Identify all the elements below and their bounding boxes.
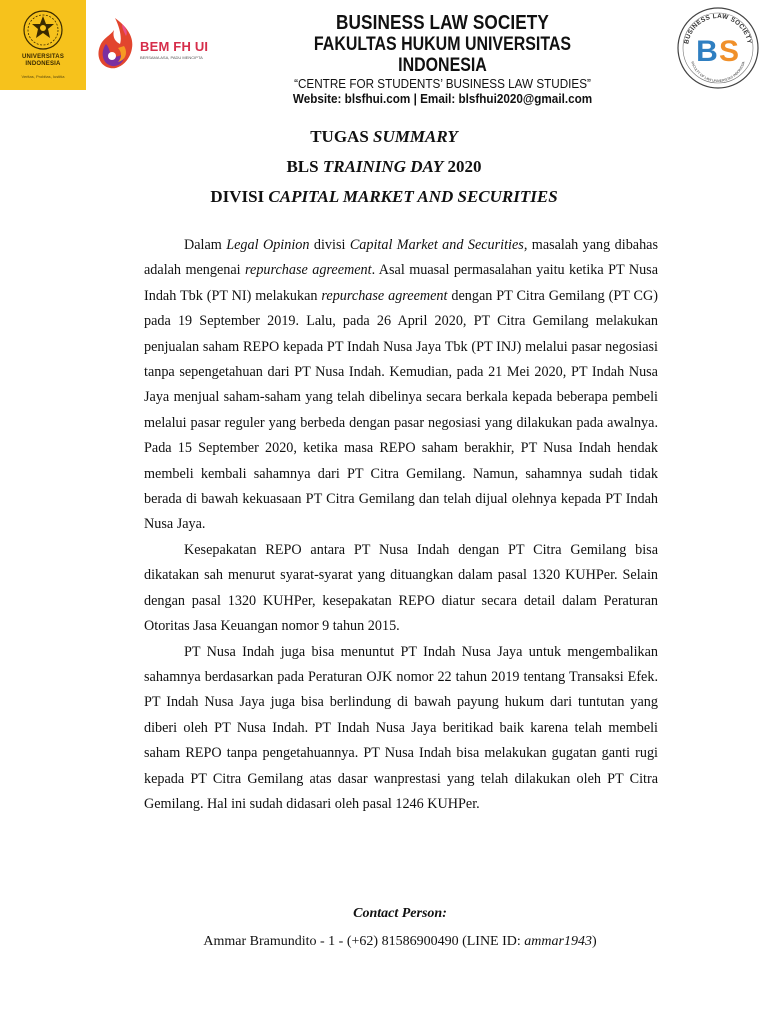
contact-details: Ammar Bramundito - 1 - (+62) 81586900490 (LINE ID: ammar1943) (203, 934, 597, 949)
paragraph-1: Dalam Legal Opinion divisi Capital Market and Securities, masalah yang dibahas adalah mengenai repurchase agreement. Asal muasal permasalahan yaitu ketika PT Nusa Indah Tbk (PT NI) melakukan repurchase agreement dengan PT Citra Gemilang (PT CG) pada 19 September 2019. Lalu, pada 26 April 2020, PT Citra Gemilang melakukan penjualan saham REPO kepada PT Indah Nusa Jaya Tbk (PT INJ) melalui pasar negosiasi tanpa sepengetahuan dari PT Nusa Indah. Kemudian, pada 21 Mei 2020, PT Indah Nusa Jaya menjual saham-saham yang telah dibelinya secara berkala kepada beberapa pembeli melalui pasar reguler yang berbeda dengan pasar negosiasi yang dilakukan pada awalnya. Pada 15 September 2020, ketika masa REPO saham berakhir, PT Nusa Indah hendak membeli kembali sahamnya dari PT Citra Gemilang. Namun, sahamnya sudah tidak berada di bawah kekuasaan PT Citra Gemilang dan telah dijual olehnya kepada PT Indah Nusa Jaya. (144, 237, 659, 533)
email-label: Email: (420, 91, 459, 106)
seal-bottom-text: FACULTY OF LAW UNIVERSITAS INDONESIA (690, 60, 746, 84)
faculty-name: FAKULTAS HUKUM UNIVERSITAS INDONESIA (313, 34, 572, 76)
title-line-2: BLS TRAINING DAY 2020 (286, 157, 482, 176)
document-title (0, 122, 768, 212)
contact-title: Contact Person: (353, 906, 447, 921)
university-tagline: Veritas, Probitas, Iustitia (21, 74, 65, 79)
separator: | (410, 91, 421, 106)
organization-title: BUSINESS LAW SOCIETY (336, 12, 549, 34)
seal-monogram-s: S (718, 35, 740, 68)
paragraph-2: Kesepakatan REPO antara PT Nusa Indah dengan PT Citra Gemilang bisa dikatakan sah menurut syarat-syarat yang dituangkan dalam pasal 1320 KUHPer. Selain dengan pasal 1320 KUHPer, kesepakatan REPO diatur secara detail dalam Peraturan Otoritas Jasa Keuangan nomor 9 tahun 2015. (144, 541, 658, 635)
website-link[interactable]: blsfhui.com (344, 91, 411, 106)
email-link[interactable]: blsfhui2020@gmail.com (458, 91, 593, 106)
bem-tagline: BERSAMA ASA, PADU MENCIPTA (140, 55, 203, 60)
seal-monogram-b: B (696, 35, 718, 68)
university-name: UNIVERSITAS INDONESIA (21, 54, 65, 67)
contact-info-line (287, 91, 598, 107)
contact-person (0, 903, 768, 955)
website-label: Website: (292, 91, 345, 106)
summary-body (144, 233, 658, 817)
makara-emblem-icon (22, 8, 64, 52)
business-law-society-seal (676, 6, 760, 90)
organization-motto: “CENTRE FOR STUDENTS’ BUSINESS LAW STUDIES” (294, 76, 591, 91)
title-line-1: TUGAS SUMMARY (310, 127, 458, 146)
title-line-3: DIVISI CAPITAL MARKET AND SECURITIES (210, 187, 558, 206)
seal-top-text: BUSINESS LAW SOCIETY (683, 12, 753, 45)
universitas-indonesia-logo (0, 0, 86, 90)
bem-fh-ui-logo-icon (92, 14, 138, 74)
line-id: ammar1943 (524, 934, 592, 949)
bem-name: BEM FH UI (140, 39, 209, 54)
paragraph-3: PT Nusa Indah juga bisa menuntut PT Indah Nusa Jaya untuk mengembalikan sahamnya berdasarkan pada Peraturan OJK nomor 22 tahun 2019 tentang Transaksi Efek. PT Indah Nusa Jaya juga bisa berlindung di bawah payung hukum dari tuntutan yang diberi oleh PT Nusa Indah. PT Indah Nusa Jaya beritikad baik karena telah membeli saham REPO tanpa pengetahuannya. PT Nusa Indah bisa melakukan gugatan ganti rugi kepada PT Citra Gemilang atas dasar wanprestasi yang telah dilakukan oleh PT Citra Gemilang. Hal ini sudah didasari oleh pasal 1246 KUHPer. (144, 643, 658, 812)
letterhead (0, 0, 768, 112)
organization-header (270, 12, 615, 107)
